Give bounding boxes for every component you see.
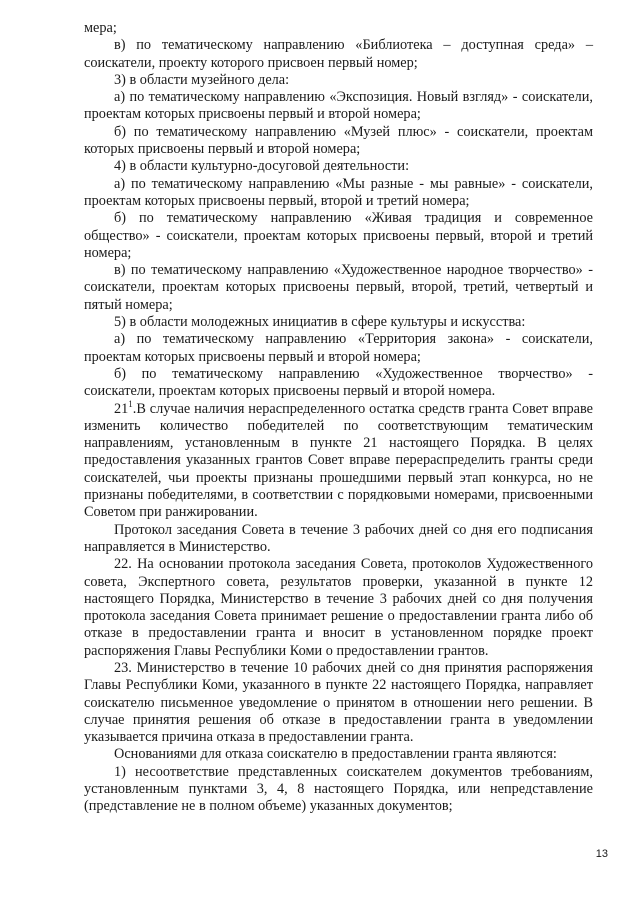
paragraph-text: .В случае наличия нераспределенного остатка средств гранта Совет вправе изменить количество победителей по соответствующим тематическим направлениям, установленным в пункте 21 настоящего Порядка. В целях предоставления указанных грантов Совет вправе перераспределить гранты среди соискателей, чьи проекты признаны прошедшими первый этап конкурса, но не признаны победителями, в соответствии с порядковыми номерами, присвоенными Советом при ранжировании. (84, 400, 593, 521)
paragraph: б) по тематическому направлению «Музей плюс» - соискатели, проектам которых присвоены первый и второй номера; (84, 123, 593, 158)
paragraph: в) по тематическому направлению «Художественное народное творчество» - соискатели, проектам которых присвоены первый, второй, третий, четвертый и пятый номера; (84, 262, 593, 313)
paragraph: в) по тематическому направлению «Библиотека – доступная среда» – соискатели, проекту которого присвоен первый номер; (84, 37, 593, 71)
paragraph: 3) в области музейного дела: (114, 71, 290, 88)
page-number: 13 (595, 848, 608, 860)
paragraph: Основаниями для отказа соискателю в предоставлении гранта являются: (114, 746, 557, 763)
paragraph: 1) несоответствие представленных соискателем документов требованиям, установленным пунктами 3, 4, 8 настоящего Порядка, или непредставление (представление не в полном объеме) указанных документов; (84, 763, 593, 815)
paragraph: 5) в области молодежных инициатив в сфере культуры и искусства: (114, 314, 526, 331)
paragraph-superscript: 1 (128, 398, 133, 409)
paragraph: 22. На основании протокола заседания Совета, протоколов Художественного совета, Экспертного совета, результатов проверки, указанной в пункте 12 настоящего Порядка, Министерство в течение 3 рабочих дней со дня получения протокола заседания Совета принимает решение о предоставлении гранта либо об отказе в предоставлении гранта и вносит в установленном порядке проект распоряжения Главы Республики Коми о предоставлении грантов. (84, 556, 593, 659)
paragraph: 23. Министерство в течение 10 рабочих дней со дня принятия распоряжения Главы Республики Коми, указанного в пункте 22 настоящего Порядка, направляет соискателю письменное уведомление о принятом в отношении него решении. В случае принятия решения об отказе в предоставлении гранта в уведомлении указывается причина отказа в предоставлении гранта. (84, 659, 593, 746)
paragraph-21-1 (84, 398, 593, 522)
paragraph: мера; (84, 20, 117, 36)
paragraph-number: 21 (114, 400, 129, 417)
document-body (84, 20, 593, 816)
paragraph: 4) в области культурно-досуговой деятельности: (114, 158, 410, 175)
paragraph: а) по тематическому направлению «Территория закона» - соискатели, проектам которых присвоены первый и второй номера; (84, 331, 593, 365)
paragraph: а) по тематическому направлению «Экспозиция. Новый взгляд» - соискатели, проектам которых присвоены первый и второй номера; (84, 89, 593, 123)
paragraph: б) по тематическому направлению «Художественное творчество» - соискатели, проектам которых присвоены первый и второй номера. (84, 365, 593, 400)
paragraph: а) по тематическому направлению «Мы разные - мы равные» - соискатели, проектам которых присвоены первый, второй и третий номера; (84, 175, 593, 209)
paragraph: Протокол заседания Совета в течение 3 рабочих дней со дня его подписания направляется в Министерство. (84, 521, 593, 555)
paragraph: б) по тематическому направлению «Живая традиция и современное общество» - соискатели, проектам которых присвоены первый, второй и третий номера; (84, 210, 593, 261)
